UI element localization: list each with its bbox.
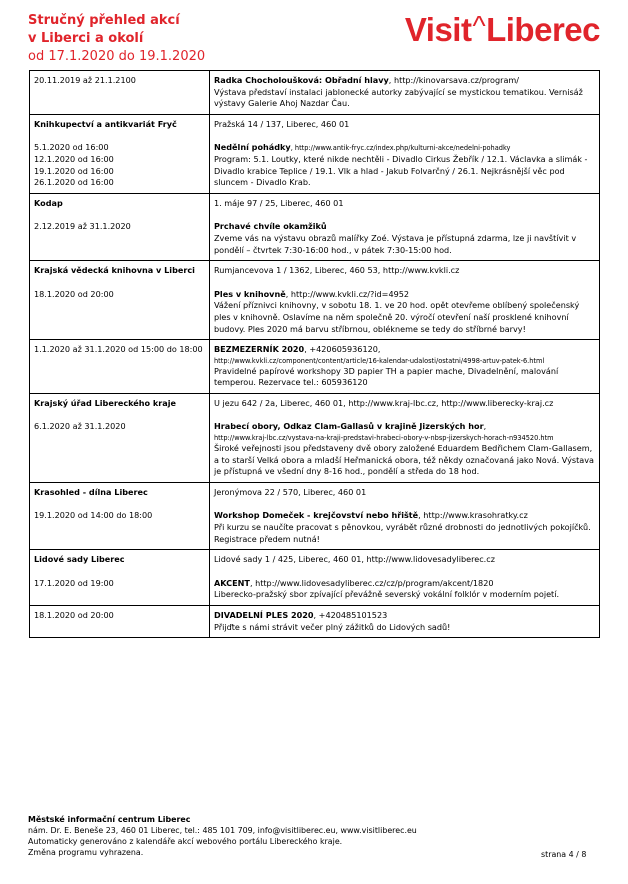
venue-name: Knihkupectví a antikvariát Fryč bbox=[34, 118, 177, 129]
event-description: Široké veřejnosti jsou představeny dvě obory založené Eduardem Bedřichem Clam-Gallasem, a to starší Velká obora a mladší Heřmanická obora, též někdy označovaná jako Nová. Výstava je přístupná ve všední dny 8-16 hod., pondělí a středa do 18 hod. bbox=[214, 443, 594, 477]
event-description: Liberecko-pražský sbor zpívající převážně severský vokální folklór v moderním pojetí. bbox=[214, 589, 560, 600]
event-date: 26.1.2020 od 16:00 bbox=[34, 177, 114, 188]
event-date: 19.1.2020 od 16:00 bbox=[34, 165, 114, 176]
events-table bbox=[29, 70, 600, 638]
venue-name: Krajská vědecká knihovna v Liberci bbox=[34, 265, 195, 276]
event-block bbox=[30, 340, 600, 394]
title-line-2: v Liberci a okolí bbox=[28, 31, 144, 46]
venue-address: Lidové sady 1 / 425, Liberec, 460 01, http://www.lidovesadyliberec.cz bbox=[214, 554, 495, 565]
event-date: 18.1.2020 od 20:00 bbox=[30, 606, 210, 638]
event-title: BEZMEZERNÍK 2020 bbox=[214, 344, 305, 355]
event-date: 1.1.2020 až 31.1.2020 od 15:00 do 18:00 bbox=[30, 340, 210, 394]
footer-note: Změna programu vyhrazena. bbox=[28, 848, 144, 857]
venue-block: Krajský úřad Libereckého kraje 6.1.2020 až 31.1.2020 U jezu 642 / 2a, Liberec, 460 01, http://www.kraj-lbc.cz, http://www.liberecky-kraj.cz Hrabecí obory, Odkaz Clam-Gallasů v krajině Jizerských hor, http://www.kraj-lbc.cz/vystava-na-kraji-predstavi-hrabeci-obory-v-nbsp-jizerskych-horach-n934520.htm Široké veřejnosti jsou představeny dvě obory založené Eduardem Bedřichem Clam-Gallasem, a to starší Velká obora a mladší Heřmanická obora, též někdy označovaná jako Nová. Výstava je přístupná ve všední dny 8-16 hod., pondělí a středa do 18 hod. bbox=[30, 393, 600, 482]
venue-address: 1. máje 97 / 25, Liberec, 460 01 bbox=[214, 197, 344, 208]
footer-org: Městské informační centrum Liberec bbox=[28, 815, 191, 824]
event-title: Nedělní pohádky bbox=[214, 142, 291, 153]
event-date: 2.12.2019 až 31.1.2020 bbox=[34, 221, 131, 232]
page-number: strana 4 / 8 bbox=[541, 850, 587, 859]
event-block bbox=[30, 71, 600, 115]
footer-address: nám. Dr. E. Beneše 23, 460 01 Liberec, tel.: 485 101 709, info@visitliberec.eu, www.visitliberec.eu bbox=[28, 826, 417, 835]
event-title: DIVADELNÍ PLES 2020 bbox=[214, 610, 314, 620]
event-description: Výstava představí instalaci jablonecké autorky zabývající se mystickou tematikou. Vernisáž výstavy Galerie Ahoj Nazdar Čau. bbox=[214, 86, 583, 109]
venue-block bbox=[30, 193, 600, 260]
event-date: 18.1.2020 od 20:00 bbox=[34, 288, 114, 299]
event-date: 20.11.2019 až 21.1.2100 bbox=[30, 71, 210, 115]
event-link[interactable]: , http://www.krasohratky.cz bbox=[418, 510, 528, 521]
venue-name: Krasohled - dílna Liberec bbox=[34, 486, 148, 497]
venue-name: Kodap bbox=[34, 197, 63, 208]
event-phone: , +420485101523 bbox=[313, 610, 388, 620]
footer bbox=[28, 814, 468, 858]
event-link[interactable]: , http://www.antik-fryc.cz/index.php/kulturni-akce/nedelni-pohadky bbox=[290, 144, 511, 153]
event-link[interactable]: , http://www.kvkli.cz/?id=4952 bbox=[285, 288, 410, 299]
venue-address: Rumjancevova 1 / 1362, Liberec, 460 53, http://www.kvkli.cz bbox=[214, 265, 460, 276]
visit-liberec-logo: Visit^Liberec bbox=[404, 10, 600, 48]
event-title: Hrabecí obory, Odkaz Clam-Gallasů v krajině Jizerských hor bbox=[214, 421, 484, 432]
event-link[interactable]: , http://kinovarsava.cz/program/ bbox=[388, 75, 520, 85]
title-line-1: Stručný přehled akcí bbox=[28, 13, 180, 28]
event-title: Prchavé chvíle okamžiků bbox=[214, 221, 327, 232]
page-title bbox=[28, 12, 258, 66]
event-date: 6.1.2020 až 31.1.2020 bbox=[34, 421, 126, 432]
venue-name: Krajský úřad Libereckého kraje bbox=[34, 397, 177, 408]
event-title: AKCENT bbox=[214, 577, 250, 588]
venue-address: U jezu 642 / 2a, Liberec, 460 01, http://www.kraj-lbc.cz, http://www.liberecky-kraj.cz bbox=[214, 397, 554, 408]
event-title: Radka Chocholoušková: Obřadní hlavy bbox=[214, 75, 389, 85]
event-description: Přijďte s námi strávit večer plný zážitků do Lidových sadů! bbox=[214, 621, 451, 632]
event-phone: , +420605936120, bbox=[304, 344, 381, 355]
event-link[interactable]: http://www.kvkli.cz/component/content/article/16-kalendar-udalosti/ostatni/4998-artuv-patek-6.html bbox=[214, 356, 545, 365]
footer-generated: Automaticky generováno z kalendáře akcí webového portálu Libereckého kraje. bbox=[28, 837, 343, 846]
event-date: 17.1.2020 od 19:00 bbox=[34, 577, 114, 588]
event-title: Ples v knihovně bbox=[214, 288, 286, 299]
venue-name: Lidové sady Liberec bbox=[34, 554, 125, 565]
event-link[interactable]: , http://www.lidovesadyliberec.cz/cz/p/program/akcent/1820 bbox=[249, 577, 494, 588]
event-description: Program: 5.1. Loutky, které nikde nechtěli - Divadlo Cirkus Žebřík / 12.1. Václavka a slimák - Divadlo krabice Teplice / 19.1. Vlk a hlad - Jakub Folvarčný / 26.1. Nejkrásnější věc pod sluncem - Divadlo Krab. bbox=[214, 153, 588, 188]
event-link[interactable]: http://www.kraj-lbc.cz/vystava-na-kraji-predstavi-hrabeci-obory-v-nbsp-jizerskych-horach-n934520.htm bbox=[214, 434, 554, 443]
event-date: 19.1.2020 od 14:00 do 18:00 bbox=[34, 510, 153, 521]
date-range: od 17.1.2020 do 19.1.2020 bbox=[28, 49, 206, 64]
event-description: Pravidelné papírové workshopy 3D papier TH a papier mache, Divadelnění, malování temperou. Rezervace tel.: 605936120 bbox=[214, 365, 559, 388]
venue-address: Pražská 14 / 137, Liberec, 460 01 bbox=[214, 118, 350, 129]
event-title: Workshop Domeček - krejčovství nebo hřiště bbox=[214, 510, 419, 521]
venue-address: Jeronýmova 22 / 570, Liberec, 460 01 bbox=[214, 486, 367, 497]
event-description: Zveme vás na výstavu obrazů malířky Zoé. Výstava je přístupná zdarma, lze ji navštívit v pondělí – čtvrtek 7:30-16:00 hod., v pátek 7:30-15:00 hod. bbox=[214, 232, 577, 255]
venue-block bbox=[30, 114, 600, 193]
venue-block bbox=[30, 482, 600, 549]
event-date: 5.1.2020 od 16:00 bbox=[34, 142, 109, 153]
event-description: Vážení příznivci knihovny, v sobotu 18. 1. ve 20 hod. opět otevřeme oblíbený společenský ples v knihovně. Oslavíme na něm společně 20. výročí otevření naší prosklené knihovní budovy. Ples 2020 má barvu stříbrnou, oblékneme se tedy do stříbrné barvy! bbox=[214, 300, 580, 334]
venue-block bbox=[30, 261, 600, 340]
event-block bbox=[30, 606, 600, 638]
event-date: 12.1.2020 od 16:00 bbox=[34, 153, 114, 164]
venue-block bbox=[30, 550, 600, 606]
event-details bbox=[210, 71, 600, 115]
event-description: Při kurzu se naučíte pracovat s pěnovkou, vyrábět různé drobnosti do jednotlivých pokojíčků. Registrace předem nutná! bbox=[214, 522, 591, 544]
